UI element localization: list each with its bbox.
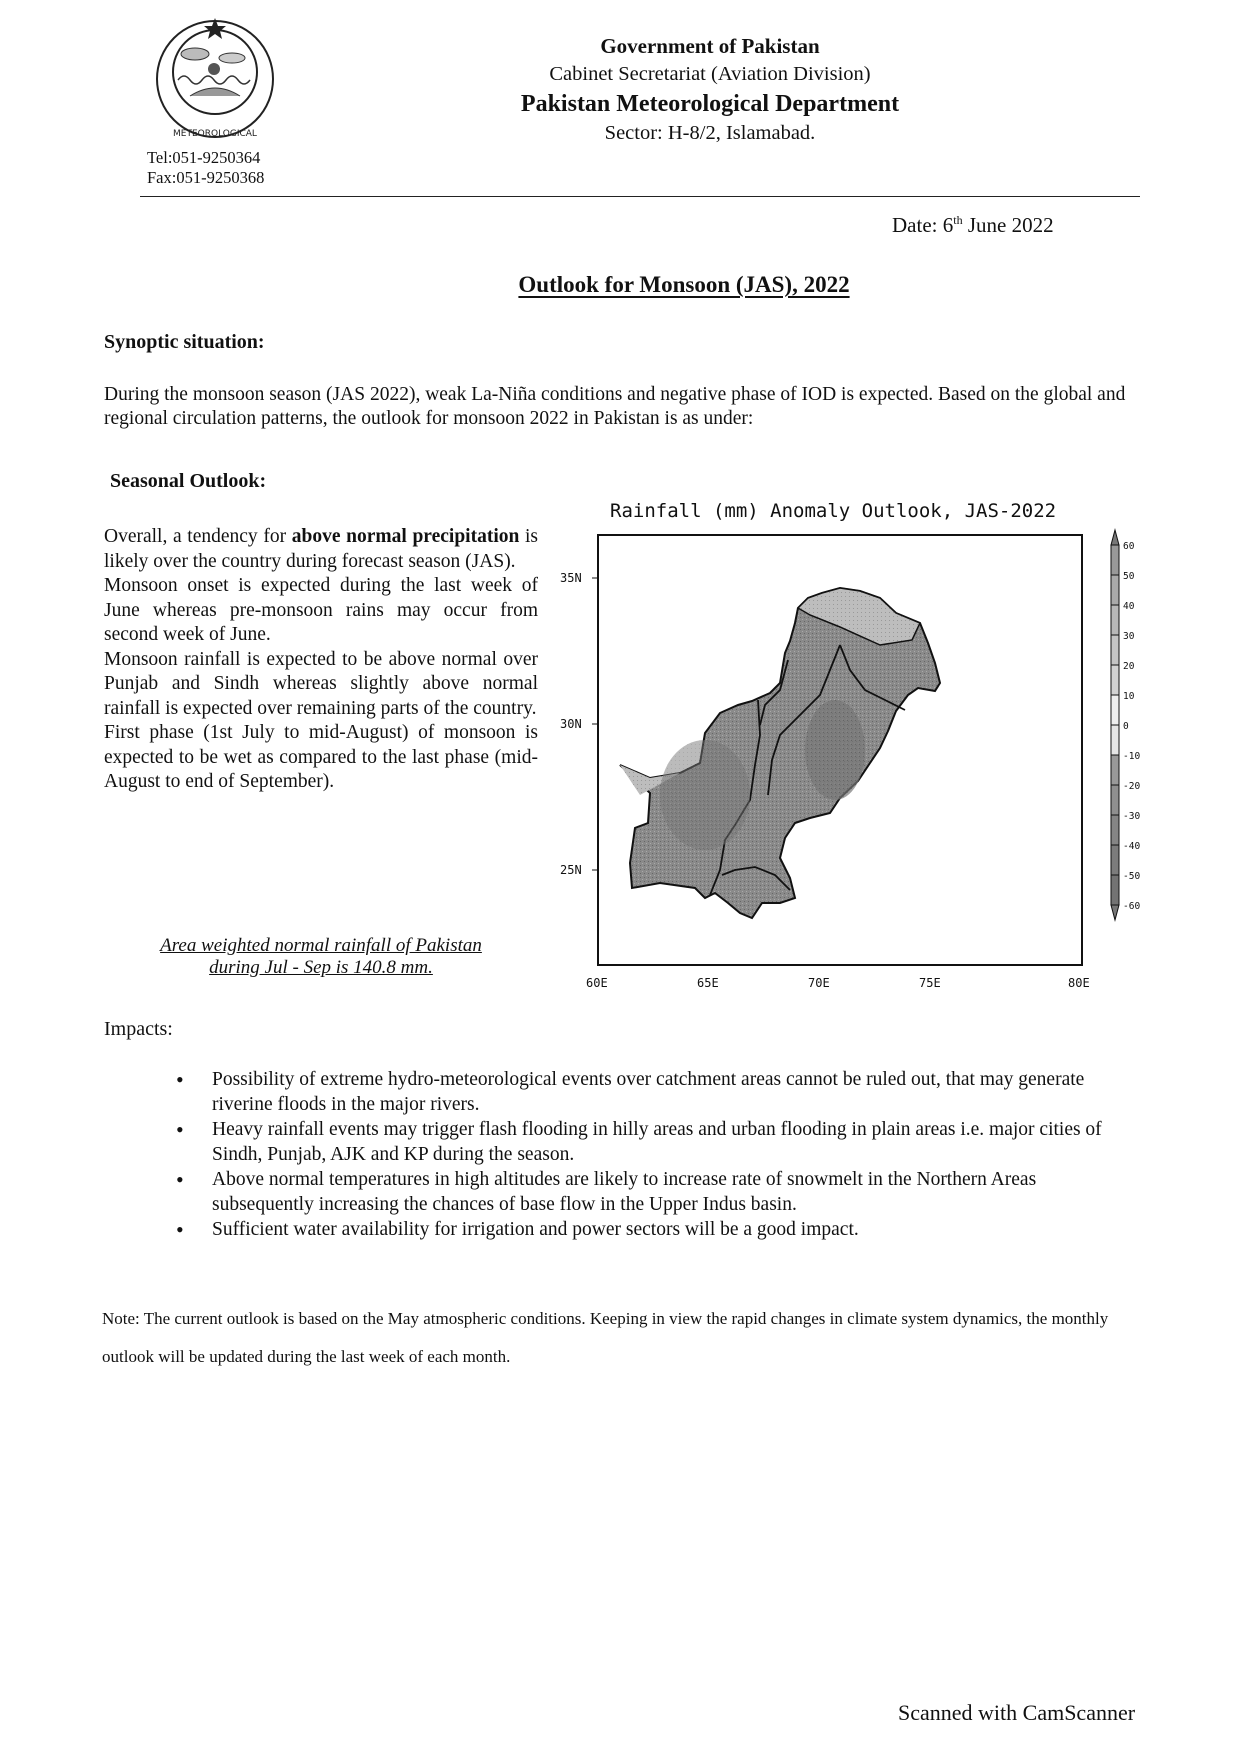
x-tick-75e: 75E bbox=[919, 976, 941, 990]
impacts-heading: Impacts: bbox=[104, 1018, 173, 1040]
cb-label-m60: -60 bbox=[1123, 901, 1141, 912]
area-note-line-1: Area weighted normal rainfall of Pakistan bbox=[160, 935, 482, 956]
seasonal-paragraph-1 bbox=[104, 525, 538, 574]
synoptic-heading: Synoptic situation: bbox=[104, 331, 265, 353]
cb-label-10: 10 bbox=[1123, 691, 1135, 702]
y-axis-labels bbox=[560, 571, 598, 877]
x-tick-80e: 80E bbox=[1068, 976, 1090, 990]
rainfall-anomaly-map bbox=[540, 495, 1180, 1000]
cb-label-30: 30 bbox=[1123, 631, 1135, 642]
cb-label-0: 0 bbox=[1123, 721, 1129, 732]
impact-item: • Possibility of extreme hydro-meteorological events over catchment areas cannot be ruled out, that may generate riverine floods in the major rivers. bbox=[186, 1068, 1136, 1117]
document-title-text: Outlook for Monsoon (JAS), 2022 bbox=[518, 272, 850, 297]
letterhead bbox=[480, 32, 940, 146]
impacts-list bbox=[186, 1068, 1136, 1244]
seasonal-paragraph-4: First phase (1st July to mid-August) of monsoon is expected to be wet as compared to the last phase (mid-August to end of September). bbox=[104, 722, 538, 792]
colorbar-legend bbox=[1111, 530, 1140, 920]
camscanner-watermark: Scanned with CamScanner bbox=[898, 1700, 1136, 1725]
cb-label-50: 50 bbox=[1123, 571, 1135, 582]
header-divider bbox=[140, 196, 1140, 197]
impact-item: • Above normal temperatures in high altitudes are likely to increase rate of snowmelt in the Northern Areas subsequently increasing the chances of base flow in the Upper Indus basin. bbox=[186, 1168, 1136, 1217]
note-text: Note: The current outlook is based on the May atmospheric conditions. Keeping in view the rapid changes in climate system dynamics, the monthly outlook will be updated during the last week of each month. bbox=[102, 1309, 1109, 1366]
cb-label-m10: -10 bbox=[1123, 751, 1141, 762]
telephone: Tel:051-9250364 bbox=[147, 148, 261, 167]
synoptic-text: During the monsoon season (JAS 2022), weak La-Niña conditions and negative phase of IOD is expected. Based on the global and regional circulation patterns, the outlook for monsoon 2022 in Pakistan is as under: bbox=[104, 384, 1126, 429]
impact-item: • Sufficient water availability for irrigation and power sectors will be a good impact. bbox=[186, 1218, 1136, 1243]
cb-label-60: 60 bbox=[1123, 541, 1135, 552]
department-line: Pakistan Meteorological Department bbox=[520, 91, 900, 117]
seasonal-paragraph-3: Monsoon rainfall is expected to be above normal over Punjab and Sindh whereas slightly above normal rainfall is expected over remaining parts of the country. bbox=[104, 648, 538, 719]
pakistan-map-figure bbox=[540, 495, 1180, 1000]
x-tick-60e: 60E bbox=[586, 976, 608, 990]
y-tick-25n: 25N bbox=[560, 863, 582, 877]
secretariat-line: Cabinet Secretariat (Aviation Division) bbox=[549, 63, 871, 85]
impact-item: • Heavy rainfall events may trigger flash flooding in hilly areas and urban flooding in plain areas i.e. major cities of Sindh, Punjab, AJK and KP during the season. bbox=[186, 1118, 1136, 1167]
area-note-line-2: during Jul - Sep is 140.8 mm. bbox=[209, 957, 433, 978]
date-ordinal: th bbox=[953, 213, 963, 227]
p1-pre: Overall, a tendency for bbox=[104, 526, 292, 547]
x-tick-65e: 65E bbox=[697, 976, 719, 990]
document-date bbox=[892, 213, 1054, 238]
contact-info bbox=[147, 148, 264, 188]
cb-label-m50: -50 bbox=[1123, 871, 1141, 882]
date-rest: June 2022 bbox=[962, 213, 1054, 237]
chart-title: Rainfall (mm) Anomaly Outlook, JAS-2022 bbox=[610, 500, 1057, 522]
area-weighted-note bbox=[104, 935, 538, 979]
seasonal-text bbox=[104, 525, 538, 795]
seasonal-heading: Seasonal Outlook: bbox=[110, 470, 267, 492]
government-line: Government of Pakistan bbox=[600, 34, 820, 58]
document-title bbox=[0, 272, 1240, 298]
x-axis-labels bbox=[586, 976, 1090, 990]
seasonal-paragraph-2: Monsoon onset is expected during the last week of June whereas pre-monsoon rains may occur from second week of June. bbox=[104, 575, 538, 645]
svg-text:METEOROLOGICAL: METEOROLOGICAL bbox=[173, 129, 257, 139]
cb-label-40: 40 bbox=[1123, 601, 1135, 612]
cb-label-m40: -40 bbox=[1123, 841, 1141, 852]
cb-label-20: 20 bbox=[1123, 661, 1135, 672]
p1-bold: above normal precipitation bbox=[291, 526, 520, 547]
p1-post: is likely over the country during forecast season (JAS). bbox=[104, 526, 538, 572]
fax: Fax:051-9250368 bbox=[147, 168, 265, 187]
cb-label-m20: -20 bbox=[1123, 781, 1141, 792]
date-prefix: Date: 6 bbox=[892, 213, 954, 237]
pmd-logo bbox=[150, 14, 280, 144]
address-line: Sector: H-8/2, Islamabad. bbox=[604, 122, 816, 144]
pmd-emblem-icon bbox=[150, 14, 280, 144]
cb-label-m30: -30 bbox=[1123, 811, 1141, 822]
y-tick-35n: 35N bbox=[560, 571, 582, 585]
y-tick-30n: 30N bbox=[560, 717, 582, 731]
x-tick-70e: 70E bbox=[808, 976, 830, 990]
